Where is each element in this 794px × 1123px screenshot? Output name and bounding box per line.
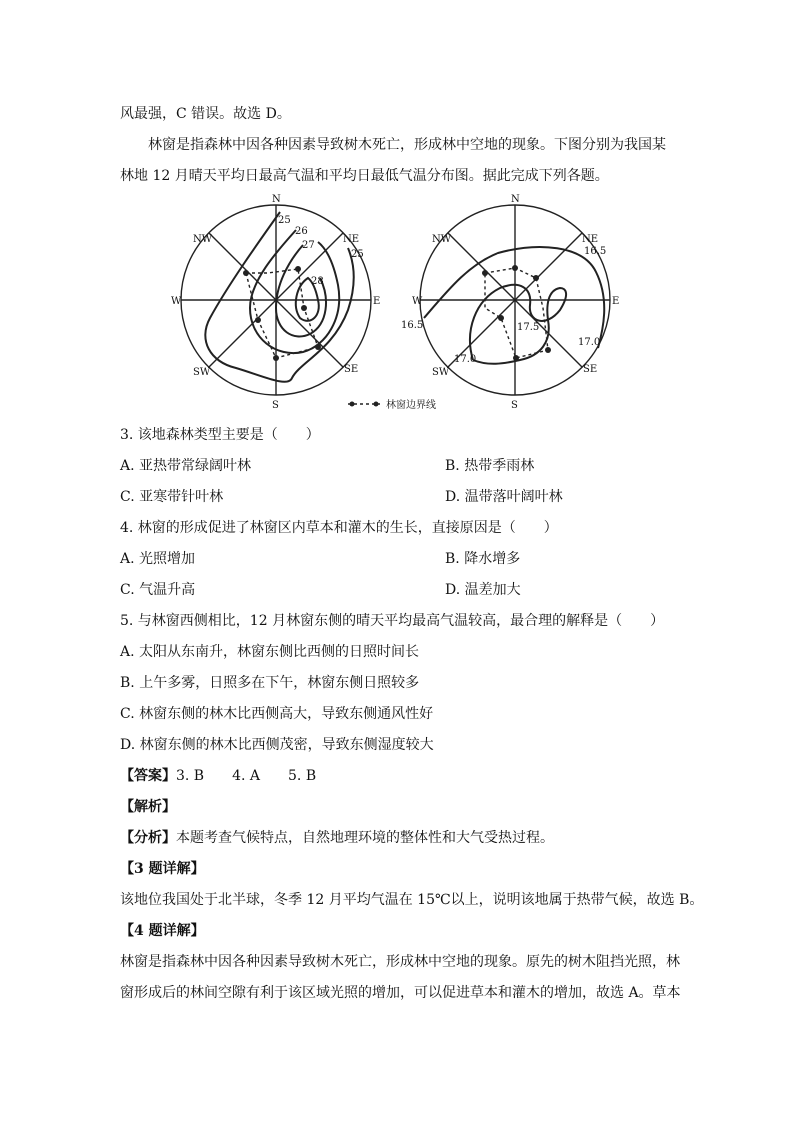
left-dir-e: E <box>373 296 381 307</box>
answer-label: 【答案】 <box>120 768 176 784</box>
q5-option-d: D. 林窗东侧的林木比西侧茂密，导致东侧湿度较大 <box>120 737 434 753</box>
analysis-heading: 【解析】 <box>120 799 176 815</box>
left-label-25: 25 <box>278 215 291 226</box>
q3-option-a: A. 亚热带常绿阔叶林 <box>120 458 252 474</box>
right-dir-sw: SW <box>432 367 450 378</box>
intro-line-0: 风最强，C 错误。故选 D。 <box>120 106 291 122</box>
q3-option-b: B. 热带季雨林 <box>445 458 535 474</box>
isotherm-16-5 <box>424 246 607 348</box>
q3-detail-text: 该地位我国处于北半球，冬季 12 月平均气温在 15℃以上，说明该地属于热带气候，故选 B。 <box>120 892 704 908</box>
q4-option-a: A. 光照增加 <box>120 551 196 567</box>
left-dir-ne: NE <box>343 234 360 245</box>
q3-option-c: C. 亚寒带针叶林 <box>120 489 224 505</box>
left-dir-sw: SW <box>193 367 211 378</box>
left-dir-w: W <box>171 296 182 307</box>
left-label-26: 26 <box>295 226 308 237</box>
left-dir-n: N <box>272 194 281 205</box>
answer-line <box>120 766 316 786</box>
legend-label: 林窗边界线 <box>386 400 436 411</box>
left-label-25-ne: 25 <box>351 249 364 260</box>
temperature-distribution-figure <box>168 190 618 415</box>
q3-detail-heading: 【3 题详解】 <box>120 861 205 877</box>
right-dir-nw: NW <box>432 234 452 245</box>
right-label-16-5-ne: 16.5 <box>584 246 607 257</box>
right-dir-n: N <box>511 194 520 205</box>
right-dir-s: S <box>511 400 518 411</box>
left-label-28: 28 <box>311 276 324 287</box>
right-dir-e: E <box>612 296 620 307</box>
q5-option-b: B. 上午多雾，日照多在下午，林窗东侧日照较多 <box>120 675 420 691</box>
q5-option-a: A. 太阳从东南升，林窗东侧比西侧的日照时间长 <box>120 644 420 660</box>
q4-detail-line-1: 林窗是指森林中因各种因素导致树木死亡，形成林中空地的现象。原先的树木阻挡光照，林 <box>120 954 680 970</box>
right-dir-se: SE <box>583 364 598 375</box>
q3-option-d: D. 温带落叶阔叶林 <box>445 489 563 505</box>
q5-option-c: C. 林窗东侧的林木比西侧高大，导致东侧通风性好 <box>120 706 434 722</box>
analysis-line <box>120 828 554 848</box>
q3-stem: 3. 该地森林类型主要是（ ） <box>120 427 320 443</box>
q4-detail-heading: 【4 题详解】 <box>120 923 205 939</box>
q4-option-b: B. 降水增多 <box>445 551 521 567</box>
analysis-text: 本题考查气候特点，自然地理环境的整体性和大气受热过程。 <box>176 830 554 846</box>
q4-option-d: D. 温差加大 <box>445 582 521 598</box>
right-dir-w: W <box>412 296 423 307</box>
figure-legend <box>348 398 436 411</box>
q4-stem: 4. 林窗的形成促进了林窗区内草本和灌木的生长，直接原因是（ ） <box>120 520 558 536</box>
right-label-17-0-sw: 17.0 <box>454 354 477 365</box>
analysis-label: 【分析】 <box>120 830 176 846</box>
intro-line-1: 林窗是指森林中因各种因素导致树木死亡，形成林中空地的现象。下图分别为我国某 <box>148 137 666 153</box>
answer-text: 3. B 4. A 5. B <box>176 768 317 784</box>
left-label-27: 27 <box>302 240 315 251</box>
right-gap-boundary <box>485 268 548 358</box>
intro-line-2: 林地 12 月晴天平均日最高气温和平均日最低气温分布图。据此完成下列各题。 <box>120 168 609 184</box>
right-label-17-5: 17.5 <box>517 322 540 333</box>
q4-detail-line-2: 窗形成后的林间空隙有利于该区域光照的增加，可以促进草本和灌木的增加，故选 A。草本 <box>120 985 681 1001</box>
left-dir-se: SE <box>344 364 359 375</box>
left-dir-s: S <box>272 400 279 411</box>
q4-option-c: C. 气温升高 <box>120 582 196 598</box>
right-label-16-5-w: 16.5 <box>401 320 424 331</box>
left-dir-nw: NW <box>193 234 213 245</box>
right-dir-ne: NE <box>582 234 599 245</box>
q5-stem: 5. 与林窗西侧相比，12 月林窗东侧的晴天平均最高气温较高，最合理的解释是（ ） <box>120 613 665 629</box>
right-label-17-0-e: 17.0 <box>578 337 601 348</box>
